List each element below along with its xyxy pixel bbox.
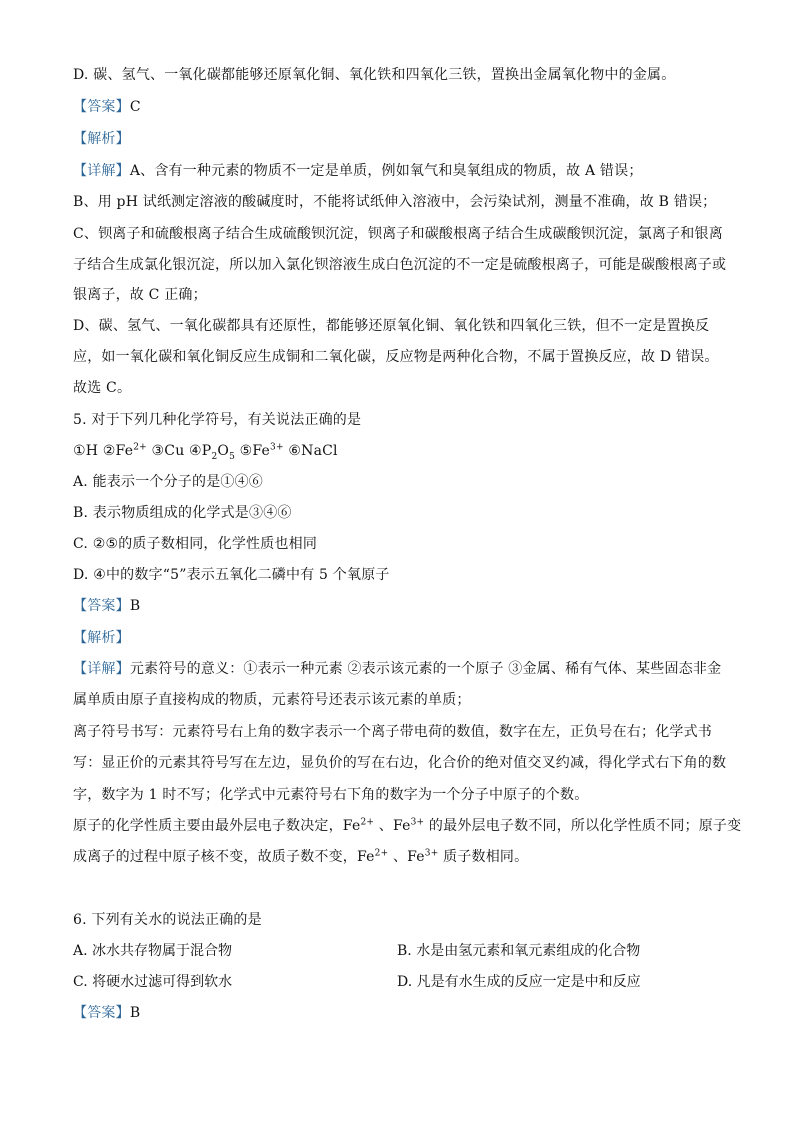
q6-option-a: A. 冰水共存物属于混合物 [73,943,233,959]
detail-tag: 【详解】 [73,163,130,179]
q4-detail-c3: 银离子，故 C 正确； [73,287,207,303]
q4-detail-d2: 应，如一氧化碳和氧化铜反应生成铜和二氧化碳，反应物是两种化合物，不属于置换反应，故 D 错误。 [73,349,719,365]
q5-detail-2: 属单质由原子直接构成的物质，元素符号还表示该元素的单质； [73,692,471,708]
q5-answer [73,596,140,616]
q5-detail-3: 离子符号书写：元素符号右上角的数字表示一个离子带电荷的数值，数字在左，正负号在右；化学式书 [73,724,712,740]
q4-detail-d1: D、碳、氢气、一氧化碳都具有还原性，都能够还原氧化铜、氧化铁和四氧化三铁，但不一定是置换反 [73,318,710,334]
detail-text: 成离子的过程中原子核不变，故质子数不变，Fe [73,849,375,865]
q5-stem: 5. 对于下列几种化学符号，有关说法正确的是 [73,412,362,428]
detail-text: 、Fe [388,849,425,865]
q5-detail-6 [73,816,741,836]
answer-tag: 【答案】 [73,99,130,115]
q5-symbols [73,441,338,461]
q4-detail-c1: C、钡离子和硫酸根离子结合生成硫酸钡沉淀，钡离子和碳酸根离子结合生成碳酸钡沉淀，氯离子和银离 [73,226,723,242]
detail-text: 原子的化学性质主要由最外层电子数决定，Fe [73,818,361,834]
q5-option-b: B. 表示物质组成的化学式是③④⑥ [73,505,292,521]
q6-stem: 6. 下列有关水的说法正确的是 [73,912,262,928]
q5-detail-4: 写：显正价的元素其符号写在左边，显负价的写在右边，化合价的绝对值交叉约减，得化学式右下角的数 [73,755,727,771]
q6-option-c: C. 将硬水过滤可得到软水 [73,974,233,990]
q6-option-b: B. 水是由氢元素和氧元素组成的化合物 [397,943,641,959]
q6-answer [73,1003,140,1023]
charge-sup: 3+ [410,817,425,828]
symbol-sub: 2 [211,451,218,462]
answer-tag: 【答案】 [73,598,130,614]
q4-analysis-tag: 【解析】 [73,131,130,147]
detail-tag: 【详解】 [73,661,130,677]
q5-detail-7 [73,847,528,867]
charge-sup: 2+ [374,848,389,859]
q5-option-a: A. 能表示一个分子的是①④⑥ [73,474,264,490]
symbol-text: ⑥NaCl [283,443,338,459]
q6-option-d: D. 凡是有水生成的反应一定是中和反应 [397,974,641,990]
q4-answer [73,97,141,117]
symbol-text: O [217,443,230,459]
charge-sup: 3+ [424,848,439,859]
symbol-text: ①H ②Fe [73,443,134,459]
detail-text: 的最外层电子数不同，所以化学性质不同；原子变 [424,818,742,834]
symbol-sup: 2+ [133,442,147,453]
detail-text: 质子数相同。 [438,849,529,865]
symbol-text: ⑤Fe [235,443,271,459]
symbol-sub: 5 [229,451,235,462]
detail-text: 、Fe [374,818,411,834]
q5-option-d: D. ④中的数字“5”表示五氧化二磷中有 5 个氧原子 [73,567,390,583]
symbol-text: ③Cu ④P [146,443,212,459]
answer-tag: 【答案】 [73,1005,130,1021]
q4-detail-b: B、用 pH 试纸测定溶液的酸碱度时，不能将试纸伸入溶液中，会污染试剂，测量不准确，故 B 错误； [73,194,717,210]
answer-value: C [129,99,141,115]
charge-sup: 2+ [360,817,375,828]
q4-detail-c2: 子结合生成氯化银沉淀，所以加入氯化钡溶液生成白色沉淀的不一定是硫酸根离子，可能是碳酸根离子或 [73,257,727,273]
detail-text: 元素符号的意义：①表示一种元素 ②表示该元素的一个原子 ③金属、稀有气体、某些固态非金 [129,661,722,677]
q4-choose: 故选 C。 [73,380,132,396]
q5-analysis-tag: 【解析】 [73,630,130,646]
detail-text: A、含有一种元素的物质不一定是单质，例如氧气和臭氧组成的物质，故 A 错误； [129,163,643,179]
q4-detail-a [73,161,643,181]
q5-detail-5: 字，数字为 1 时不写；化学式中元素符号右下角的数字为一个分子中原子的个数。 [73,787,589,803]
q5-option-c: C. ②⑤的质子数相同，化学性质也相同 [73,536,318,552]
symbol-sup: 3+ [270,442,284,453]
answer-value: B [129,598,141,614]
q4-option-d: D. 碳、氢气、一氧化碳都能够还原氧化铜、氧化铁和四氧化三铁，置换出金属氧化物中的金属。 [73,67,676,83]
answer-value: B [129,1005,141,1021]
q5-detail-1 [73,659,721,679]
